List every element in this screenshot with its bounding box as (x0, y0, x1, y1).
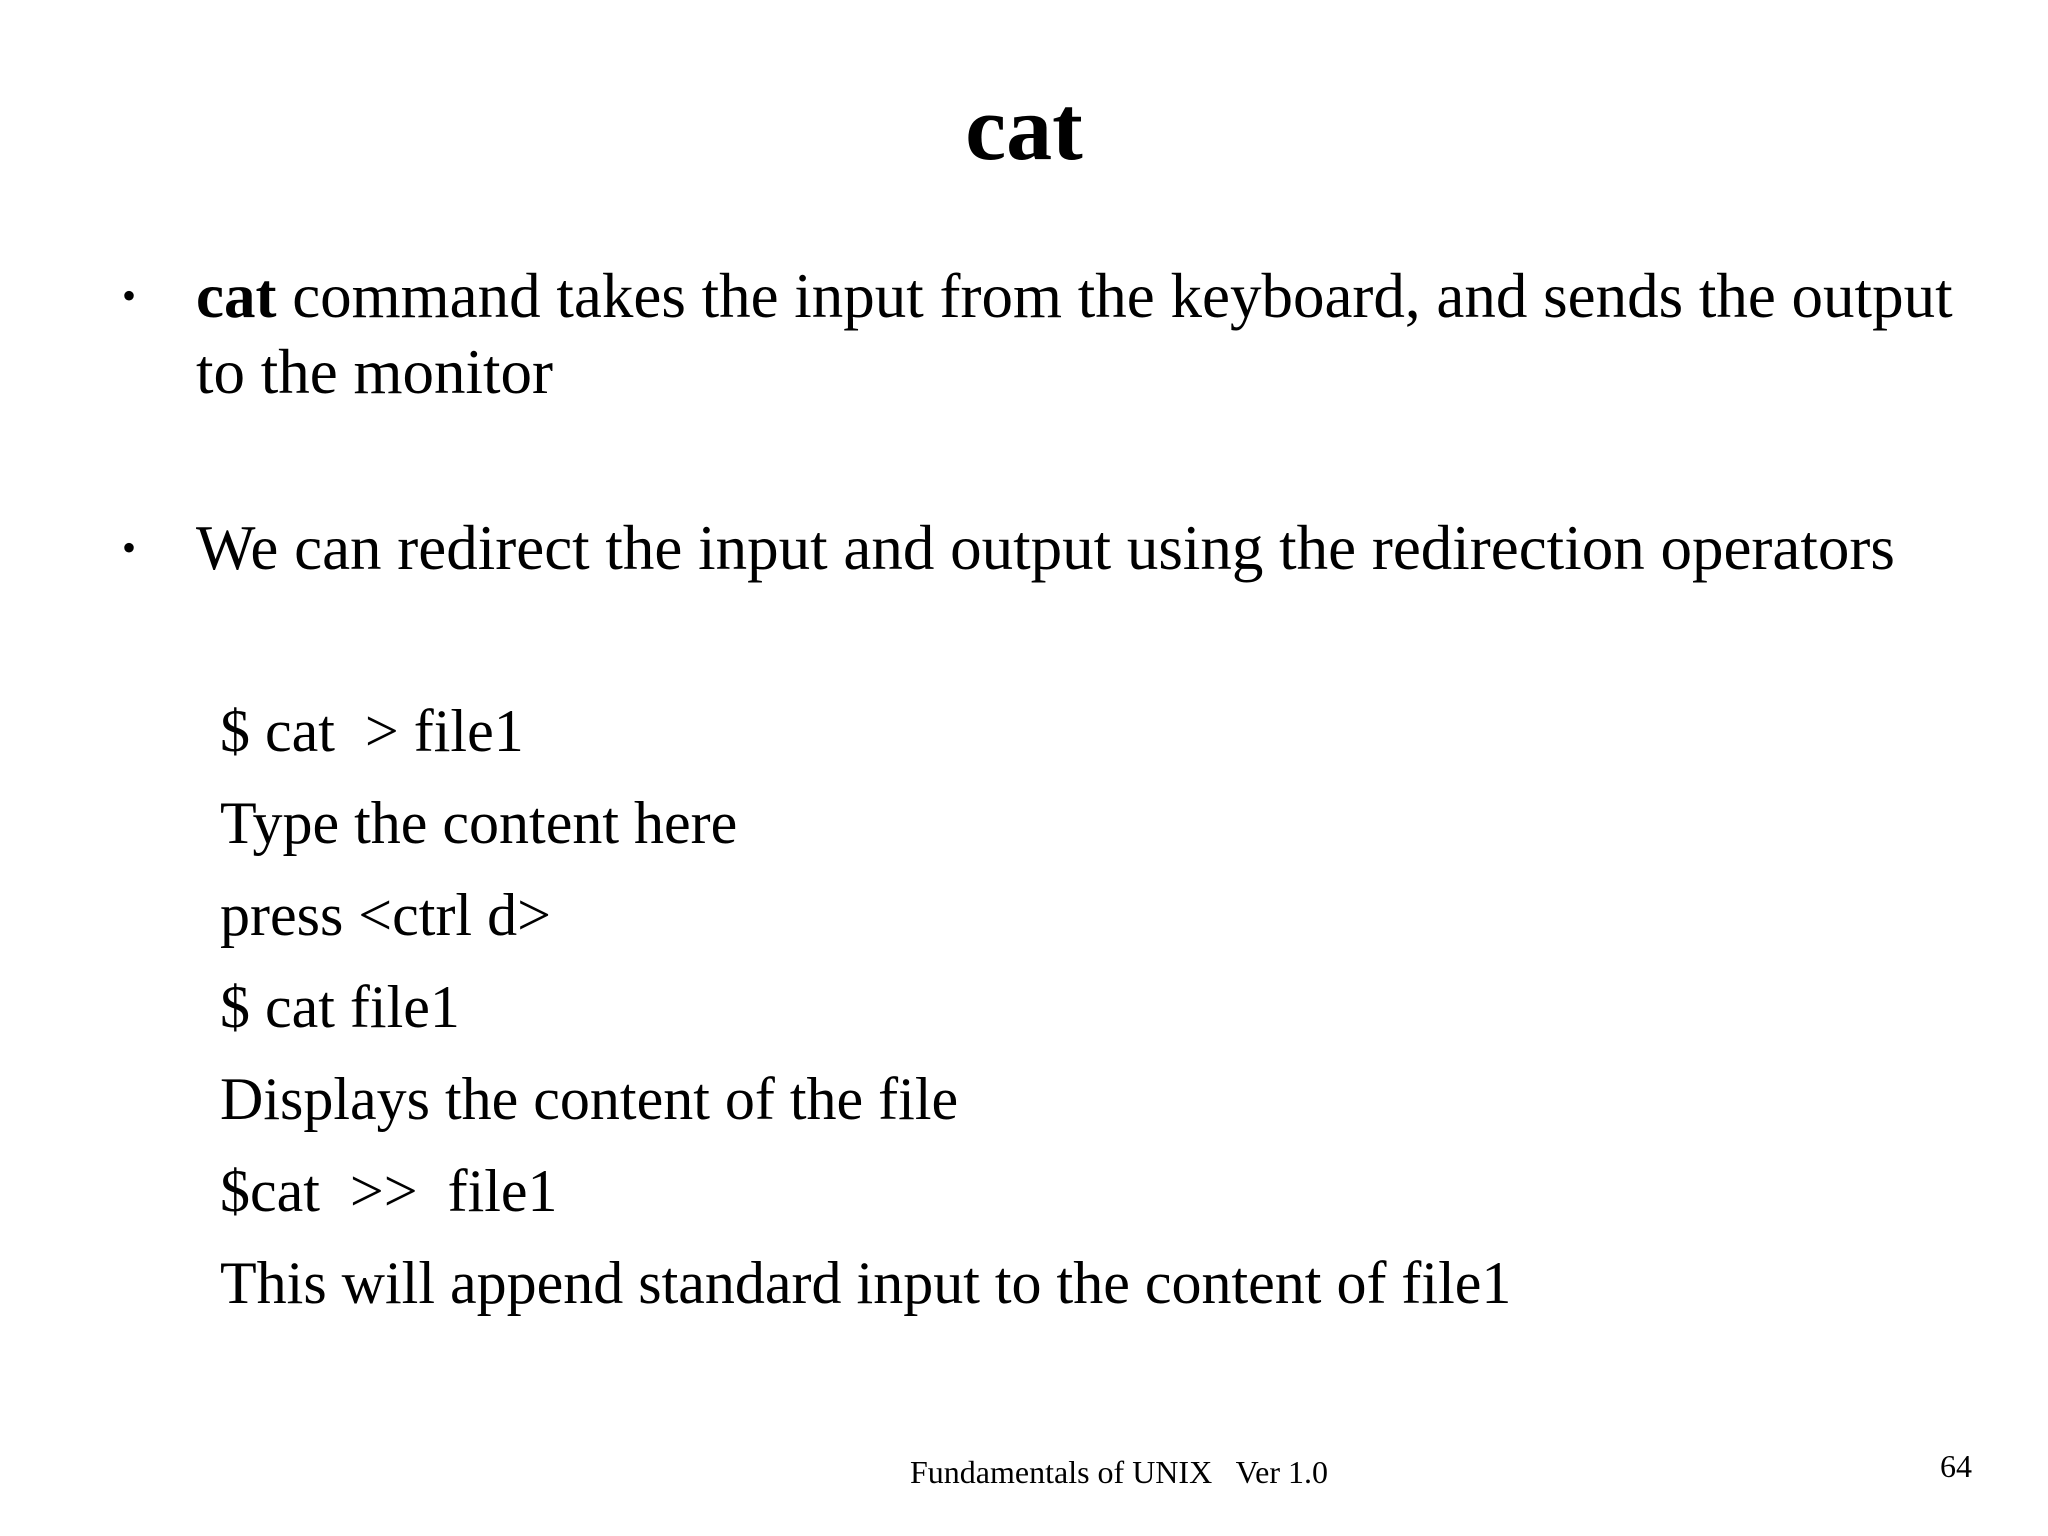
example-line: Displays the content of the file (220, 1066, 959, 1132)
bullet-bold-term: cat (196, 261, 277, 331)
example-line: press <ctrl d> (220, 882, 551, 948)
example-block (220, 685, 1970, 1329)
example-line: Type the content here (220, 790, 738, 856)
page-number: 64 (1940, 1448, 1972, 1484)
slide-title: cat (965, 77, 1083, 179)
bullet-text (196, 258, 1996, 410)
footer-text: Fundamentals of UNIX Ver 1.0 (910, 1454, 1329, 1490)
example-line: $ cat > file1 (220, 698, 524, 764)
slide-footer (0, 1450, 2048, 1500)
bullet-body: command takes the input from the keyboard, and sends the output to the monitor (196, 261, 1953, 407)
bullet-icon: • (122, 273, 137, 318)
example-line: $ cat file1 (220, 974, 460, 1040)
example-line: $cat >> file1 (220, 1158, 558, 1224)
bullet-text: We can redirect the input and output using the redirection operators (196, 513, 1895, 583)
example-line: This will append standard input to the content of file1 (220, 1250, 1512, 1316)
bullet-icon: • (122, 525, 137, 570)
